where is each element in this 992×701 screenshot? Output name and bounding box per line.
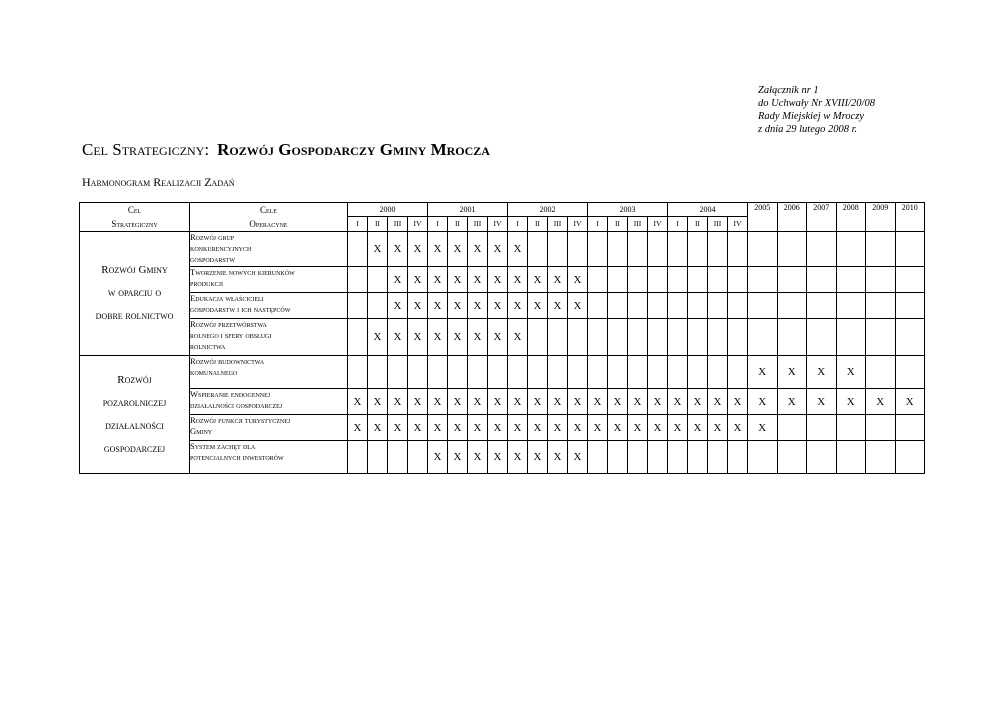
schedule-cell <box>807 319 837 356</box>
schedule-cell: X <box>428 293 448 319</box>
operational-goal-line: System zachęt dla <box>190 441 256 451</box>
schedule-cell: X <box>807 389 837 415</box>
schedule-cell: X <box>688 415 708 441</box>
schedule-cell <box>408 356 428 389</box>
schedule-cell: X <box>588 389 608 415</box>
schedule-cell <box>836 441 866 474</box>
schedule-cell <box>648 319 668 356</box>
operational-goal <box>190 415 348 441</box>
quarter-header: III <box>388 216 408 231</box>
schedule-cell: X <box>468 415 488 441</box>
schedule-cell: X <box>528 389 548 415</box>
year-header: 2006 <box>777 203 807 232</box>
schedule-cell <box>728 319 748 356</box>
operational-goal-line: Edukacja właścicieli <box>190 293 264 303</box>
schedule-cell <box>628 356 648 389</box>
schedule-cell: X <box>408 319 428 356</box>
annex-line-4: z dnia 29 lutego 2008 r. <box>758 124 858 135</box>
schedule-cell <box>708 319 728 356</box>
schedule-cell <box>748 232 778 267</box>
schedule-cell: X <box>388 267 408 293</box>
schedule-cell <box>608 441 628 474</box>
schedule-cell: X <box>368 232 388 267</box>
schedule-cell: X <box>728 415 748 441</box>
operational-goal-line: Gminy <box>190 426 213 436</box>
quarter-header: I <box>588 216 608 231</box>
schedule-cell: X <box>548 389 568 415</box>
schedule-cell: X <box>388 389 408 415</box>
schedule-cell: X <box>408 293 428 319</box>
schedule-cell: X <box>568 389 588 415</box>
schedule-cell: X <box>428 441 448 474</box>
quarter-header: III <box>628 216 648 231</box>
quarter-header: III <box>548 216 568 231</box>
schedule-cell <box>588 232 608 267</box>
header-operational <box>190 203 348 232</box>
schedule-cell <box>448 356 468 389</box>
schedule-cell <box>648 441 668 474</box>
header-strategic-line: Cel <box>127 205 142 215</box>
schedule-cell <box>348 293 368 319</box>
strategic-goal <box>80 356 190 474</box>
schedule-cell <box>608 319 628 356</box>
schedule-cell <box>688 293 708 319</box>
schedule-cell <box>348 441 368 474</box>
schedule-cell <box>668 441 688 474</box>
schedule-cell <box>648 232 668 267</box>
schedule-cell: X <box>348 415 368 441</box>
schedule-cell <box>895 441 925 474</box>
schedule-cell: X <box>807 356 837 389</box>
schedule-cell: X <box>508 441 528 474</box>
schedule-cell: X <box>528 267 548 293</box>
schedule-cell <box>628 319 648 356</box>
strategic-goal <box>80 232 190 356</box>
schedule-cell <box>866 232 896 267</box>
schedule-cell <box>836 319 866 356</box>
header-operational-line: Cele <box>260 205 277 215</box>
schedule-cell <box>777 267 807 293</box>
schedule-cell <box>648 293 668 319</box>
year-header: 2010 <box>895 203 925 232</box>
schedule-cell <box>688 356 708 389</box>
schedule-cell: X <box>777 356 807 389</box>
schedule-cell: X <box>608 415 628 441</box>
schedule-cell: X <box>568 441 588 474</box>
schedule-cell <box>836 293 866 319</box>
schedule-cell <box>807 232 837 267</box>
schedule-cell <box>807 441 837 474</box>
schedule-cell <box>608 293 628 319</box>
schedule-cell: X <box>448 319 468 356</box>
schedule-cell: X <box>608 389 628 415</box>
table-row <box>80 389 925 415</box>
operational-goal <box>190 293 348 319</box>
schedule-cell <box>777 319 807 356</box>
schedule-cell: X <box>448 441 468 474</box>
schedule-cell <box>528 319 548 356</box>
schedule-cell <box>388 441 408 474</box>
strategic-goal-line: działalności <box>105 419 164 432</box>
schedule-cell <box>628 441 648 474</box>
schedule-cell <box>568 356 588 389</box>
operational-goal-line: konkurencyjnych <box>190 243 252 253</box>
schedule-cell: X <box>708 389 728 415</box>
schedule-cell <box>748 267 778 293</box>
schedule-cell: X <box>777 389 807 415</box>
schedule-cell: X <box>508 415 528 441</box>
header-strategic <box>80 203 190 232</box>
schedule-cell: X <box>668 389 688 415</box>
operational-goal-line: produkcji <box>190 278 224 288</box>
schedule-cell: X <box>548 415 568 441</box>
schedule-cell <box>588 267 608 293</box>
operational-goal <box>190 441 348 474</box>
schedule-cell <box>668 356 688 389</box>
quarter-header: I <box>668 216 688 231</box>
strategic-goal-line: w oparciu o <box>107 287 162 299</box>
operational-goal-line: Rozwój grup <box>190 232 235 242</box>
schedule-cell <box>688 441 708 474</box>
table-row <box>80 415 925 441</box>
schedule-cell <box>688 267 708 293</box>
schedule-cell <box>836 267 866 293</box>
schedule-cell: X <box>895 389 925 415</box>
year-header: 2008 <box>836 203 866 232</box>
schedule-cell: X <box>468 267 488 293</box>
schedule-cell: X <box>528 293 548 319</box>
schedule-cell <box>708 293 728 319</box>
schedule-cell: X <box>488 415 508 441</box>
schedule-cell: X <box>748 389 778 415</box>
quarter-header: IV <box>728 216 748 231</box>
schedule-cell <box>668 267 688 293</box>
schedule-cell: X <box>648 415 668 441</box>
schedule-cell <box>488 356 508 389</box>
schedule-cell <box>748 319 778 356</box>
schedule-cell <box>508 356 528 389</box>
schedule-cell <box>528 356 548 389</box>
schedule-cell: X <box>408 389 428 415</box>
schedule-cell <box>777 415 807 441</box>
operational-goal-line: gospodarstw i ich następców <box>190 304 291 314</box>
quarter-header: II <box>448 216 468 231</box>
operational-goal <box>190 232 348 267</box>
schedule-cell <box>668 319 688 356</box>
operational-goal <box>190 356 348 389</box>
schedule-cell <box>428 356 448 389</box>
schedule-cell: X <box>568 415 588 441</box>
schedule-cell <box>348 267 368 293</box>
annex-line-2: do Uchwały Nr XVIII/20/08 <box>758 98 875 109</box>
schedule-cell: X <box>428 319 448 356</box>
schedule-cell <box>866 415 896 441</box>
schedule-cell <box>708 441 728 474</box>
schedule-cell: X <box>428 415 448 441</box>
schedule-cell <box>368 356 388 389</box>
schedule-cell <box>708 356 728 389</box>
schedule-cell: X <box>708 415 728 441</box>
schedule-cell: X <box>448 293 468 319</box>
schedule-cell: X <box>368 415 388 441</box>
schedule-cell: X <box>628 389 648 415</box>
schedule-cell: X <box>836 356 866 389</box>
schedule-cell <box>866 441 896 474</box>
operational-goal-line: komunalnego <box>190 367 238 377</box>
schedule-cell <box>548 356 568 389</box>
schedule-cell <box>368 293 388 319</box>
quarter-header: I <box>348 216 368 231</box>
schedule-cell: X <box>368 389 388 415</box>
schedule-cell <box>807 415 837 441</box>
quarter-header: II <box>608 216 628 231</box>
table-row <box>80 319 925 356</box>
schedule-cell <box>628 232 648 267</box>
schedule-cell <box>895 232 925 267</box>
schedule-cell: X <box>428 232 448 267</box>
year-header: 2000 <box>348 203 428 217</box>
schedule-cell: X <box>388 415 408 441</box>
year-header: 2003 <box>588 203 668 217</box>
schedule-cell <box>807 267 837 293</box>
title-name: Rozwój Gospodarczy Gminy Mrocza <box>217 140 490 159</box>
schedule-cell: X <box>748 415 778 441</box>
operational-goal-line: rolnego i sfery obsługi <box>190 330 272 340</box>
title-label: Cel Strategiczny: <box>82 140 210 159</box>
schedule-cell: X <box>448 232 468 267</box>
quarter-header: IV <box>408 216 428 231</box>
schedule-cell: X <box>588 415 608 441</box>
quarter-header: I <box>428 216 448 231</box>
schedule-cell <box>777 293 807 319</box>
schedule-cell <box>688 232 708 267</box>
annex-line-3: Rady Miejskiej w Mroczy <box>758 111 865 122</box>
schedule-cell <box>648 267 668 293</box>
schedule-cell: X <box>468 441 488 474</box>
schedule-cell <box>568 319 588 356</box>
schedule-cell <box>608 356 628 389</box>
operational-goal-line: potencjalnych inwestorów <box>190 452 284 462</box>
table-row <box>80 356 925 389</box>
year-header: 2002 <box>508 203 588 217</box>
schedule-cell <box>368 441 388 474</box>
schedule-cell <box>588 441 608 474</box>
schedule-cell <box>388 356 408 389</box>
schedule-cell <box>728 232 748 267</box>
schedule-cell: X <box>508 293 528 319</box>
year-header: 2007 <box>807 203 837 232</box>
annex-note <box>758 84 958 136</box>
schedule-cell <box>628 293 648 319</box>
schedule-cell <box>688 319 708 356</box>
schedule-cell <box>748 441 778 474</box>
schedule-cell: X <box>368 319 388 356</box>
schedule-cell: X <box>668 415 688 441</box>
schedule-cell <box>836 415 866 441</box>
quarter-header: III <box>468 216 488 231</box>
operational-goal-line: rolnictwa <box>190 341 226 351</box>
header-strategic-line: Strategiczny <box>111 219 158 229</box>
strategic-goal-line: gospodarczej <box>103 442 166 455</box>
schedule-cell: X <box>488 441 508 474</box>
schedule-cell <box>866 356 896 389</box>
schedule-cell: X <box>836 389 866 415</box>
year-header: 2005 <box>748 203 778 232</box>
schedule-table <box>79 202 925 474</box>
schedule-cell: X <box>488 267 508 293</box>
schedule-cell <box>408 441 428 474</box>
quarter-header: IV <box>648 216 668 231</box>
year-header: 2001 <box>428 203 508 217</box>
schedule-cell <box>588 293 608 319</box>
schedule-cell: X <box>388 232 408 267</box>
annex-line-1: Załącznik nr 1 <box>758 85 819 96</box>
schedule-cell <box>728 441 748 474</box>
schedule-cell <box>628 267 648 293</box>
schedule-cell: X <box>508 389 528 415</box>
schedule-cell <box>748 293 778 319</box>
quarter-header: I <box>508 216 528 231</box>
quarter-header: II <box>368 216 388 231</box>
schedule-cell: X <box>548 267 568 293</box>
schedule-cell <box>548 232 568 267</box>
schedule-cell <box>368 267 388 293</box>
schedule-cell <box>895 415 925 441</box>
schedule-subtitle: Harmonogram Realizacji Zadań <box>82 175 235 189</box>
schedule-cell: X <box>548 441 568 474</box>
operational-goal <box>190 267 348 293</box>
schedule-cell: X <box>548 293 568 319</box>
quarter-header: II <box>688 216 708 231</box>
schedule-cell: X <box>728 389 748 415</box>
schedule-cell <box>777 441 807 474</box>
schedule-cell <box>728 293 748 319</box>
quarter-header: IV <box>488 216 508 231</box>
strategic-goal-line: pozarolniczej <box>102 396 167 409</box>
schedule-cell <box>728 267 748 293</box>
schedule-cell: X <box>488 389 508 415</box>
table-row <box>80 267 925 293</box>
schedule-cell <box>895 356 925 389</box>
schedule-cell <box>728 356 748 389</box>
header-operational-line: Operacyne <box>249 219 288 229</box>
schedule-cell: X <box>508 232 528 267</box>
schedule-cell: X <box>508 319 528 356</box>
schedule-cell: X <box>748 356 778 389</box>
schedule-cell: X <box>628 415 648 441</box>
table-row <box>80 441 925 474</box>
schedule-cell <box>348 319 368 356</box>
quarter-header: II <box>528 216 548 231</box>
schedule-cell: X <box>866 389 896 415</box>
schedule-cell: X <box>448 267 468 293</box>
schedule-cell <box>866 267 896 293</box>
schedule-cell <box>895 267 925 293</box>
schedule-cell: X <box>468 232 488 267</box>
operational-goal <box>190 389 348 415</box>
schedule-cell: X <box>488 293 508 319</box>
schedule-cell: X <box>688 389 708 415</box>
schedule-cell: X <box>568 267 588 293</box>
operational-goal-line: działalności gospodarczej <box>190 400 283 410</box>
schedule-cell: X <box>348 389 368 415</box>
schedule-cell <box>895 319 925 356</box>
operational-goal-line: Wspieranie endogennej <box>190 389 271 399</box>
operational-goal <box>190 319 348 356</box>
schedule-cell: X <box>428 389 448 415</box>
schedule-cell <box>668 232 688 267</box>
schedule-cell <box>866 319 896 356</box>
schedule-cell <box>348 232 368 267</box>
schedule-cell: X <box>468 293 488 319</box>
schedule-cell: X <box>528 441 548 474</box>
schedule-cell <box>348 356 368 389</box>
schedule-cell: X <box>408 267 428 293</box>
operational-goal-line: Rozwój funkcji turystycznej <box>190 415 291 425</box>
schedule-cell <box>708 232 728 267</box>
schedule-cell: X <box>448 389 468 415</box>
schedule-cell <box>608 267 628 293</box>
schedule-cell <box>895 293 925 319</box>
schedule-cell <box>708 267 728 293</box>
schedule-cell: X <box>488 319 508 356</box>
schedule-cell <box>648 356 668 389</box>
schedule-cell: X <box>468 389 488 415</box>
table-row <box>80 232 925 267</box>
page-title <box>82 140 490 160</box>
schedule-cell <box>528 232 548 267</box>
schedule-cell: X <box>388 319 408 356</box>
schedule-cell <box>568 232 588 267</box>
schedule-cell: X <box>388 293 408 319</box>
schedule-cell: X <box>408 415 428 441</box>
schedule-cell <box>548 319 568 356</box>
schedule-cell <box>807 293 837 319</box>
operational-goal-line: gospodarstw <box>190 254 236 264</box>
schedule-cell: X <box>408 232 428 267</box>
schedule-cell: X <box>488 232 508 267</box>
strategic-goal-line: Rozwój Gminy <box>101 264 168 276</box>
schedule-cell: X <box>648 389 668 415</box>
year-header: 2004 <box>668 203 748 217</box>
schedule-cell <box>588 356 608 389</box>
schedule-cell: X <box>528 415 548 441</box>
schedule-cell <box>468 356 488 389</box>
schedule-cell <box>588 319 608 356</box>
table-row <box>80 293 925 319</box>
schedule-cell: X <box>448 415 468 441</box>
schedule-cell <box>608 232 628 267</box>
operational-goal-line: Rozwój przetwórstwa <box>190 319 267 329</box>
quarter-header: IV <box>568 216 588 231</box>
schedule-cell <box>777 232 807 267</box>
quarter-header: III <box>708 216 728 231</box>
strategic-goal-line: dobre rolnictwo <box>95 310 174 322</box>
schedule-cell: X <box>508 267 528 293</box>
schedule-cell: X <box>568 293 588 319</box>
schedule-cell <box>866 293 896 319</box>
schedule-cell <box>668 293 688 319</box>
schedule-cell: X <box>468 319 488 356</box>
operational-goal-line: Tworzenie nowych kierunków <box>190 267 295 277</box>
strategic-goal-line: Rozwój <box>117 373 152 386</box>
schedule-cell <box>836 232 866 267</box>
operational-goal-line: Rozwój budownictwa <box>190 356 265 366</box>
schedule-cell: X <box>428 267 448 293</box>
year-header: 2009 <box>866 203 896 232</box>
